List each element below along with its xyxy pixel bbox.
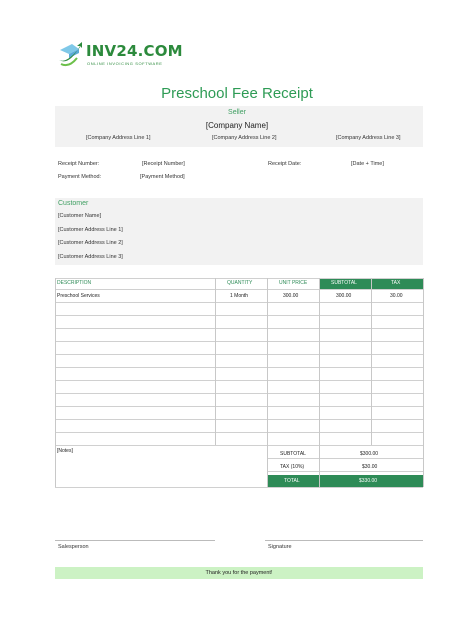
company-address-line-2: [Company Address Line 2]: [212, 135, 277, 141]
table-column-line: [423, 278, 424, 445]
table-row-line: [55, 315, 423, 316]
row-1-quantity: 1 Month: [230, 293, 249, 299]
table-row-line: [55, 432, 423, 433]
row-1-tax: 30.00: [390, 293, 403, 299]
table-column-line: [55, 278, 56, 445]
customer-name: [Customer Name]: [58, 213, 102, 219]
table-row-line: [55, 380, 423, 381]
company-address-line-1: [Company Address Line 1]: [86, 135, 151, 141]
payment-method-label: Payment Method:: [58, 174, 102, 180]
table-row-line: [55, 419, 423, 420]
customer-address-line-3: [Customer Address Line 3]: [58, 254, 123, 260]
table-row-line: [55, 289, 423, 290]
table-row-line: [55, 445, 423, 446]
tax-label: TAX (10%): [280, 464, 305, 470]
items-table: [55, 278, 423, 490]
table-row-line: [55, 354, 423, 355]
receipt-date-label: Receipt Date:: [268, 161, 302, 167]
payment-method-value: [Payment Method]: [140, 174, 185, 180]
header-description: DESCRIPTION: [57, 280, 92, 286]
totals-left-line: [267, 445, 268, 487]
company-address-line-3: [Company Address Line 3]: [336, 135, 401, 141]
table-row-line: [55, 278, 423, 279]
receipt-number-value: [Receipt Number]: [142, 161, 185, 167]
table-column-line: [267, 278, 268, 445]
receipt-number-label: Receipt Number:: [58, 161, 100, 167]
seller-label: Seller: [228, 109, 246, 116]
table-column-line: [371, 278, 372, 445]
tax-value: $30.00: [362, 464, 378, 470]
thank-you-banner: Thank you for the payment!: [55, 567, 423, 579]
receipt-date-value: [Date + Time]: [351, 161, 384, 167]
totals-row-line: [267, 471, 423, 472]
row-1-unit-price: 300.00: [283, 293, 299, 299]
header-tax: TAX: [391, 280, 401, 286]
notes-left-line: [55, 445, 56, 487]
check-swoosh-logo-icon: [57, 40, 83, 70]
company-name: [Company Name]: [205, 121, 269, 130]
header-subtotal: SUBTOTAL: [331, 280, 357, 286]
customer-label: Customer: [58, 200, 89, 207]
table-column-line: [215, 278, 216, 445]
total-label: TOTAL: [284, 478, 300, 484]
totals-right-line: [423, 445, 424, 487]
subtotal-label: SUBTOTAL: [280, 451, 306, 457]
row-1-subtotal: 300.00: [336, 293, 352, 299]
header-unit-price: UNIT PRICE: [279, 280, 308, 286]
customer-address-line-2: [Customer Address Line 2]: [58, 240, 123, 246]
notes-label: [Notes]: [57, 448, 73, 454]
table-row-line: [55, 328, 423, 329]
table-row-line: [55, 393, 423, 394]
totals-row-line: [267, 458, 423, 459]
totals-mid-line: [319, 445, 320, 487]
table-row-line: [55, 367, 423, 368]
subtotal-value: $300.00: [360, 451, 379, 457]
logo-name: INV24.COM: [86, 42, 183, 60]
total-value: $330.00: [359, 478, 378, 484]
customer-address-line-1: [Customer Address Line 1]: [58, 227, 123, 233]
table-row-line: [55, 406, 423, 407]
salesperson-line: [55, 540, 215, 541]
table-column-line: [319, 278, 320, 445]
signature-label: Signature: [268, 544, 292, 550]
header-quantity: QUANTITY: [227, 280, 253, 286]
logo-tagline: ONLINE INVOICING SOFTWARE: [87, 61, 163, 66]
table-row-line: [55, 341, 423, 342]
signature-line: [265, 540, 423, 541]
table-bottom-line: [55, 487, 423, 488]
row-1-description: Preschool Services: [57, 293, 100, 299]
table-row-line: [55, 302, 423, 303]
salesperson-label: Salesperson: [58, 544, 89, 550]
page-title: Preschool Fee Receipt: [161, 85, 313, 102]
